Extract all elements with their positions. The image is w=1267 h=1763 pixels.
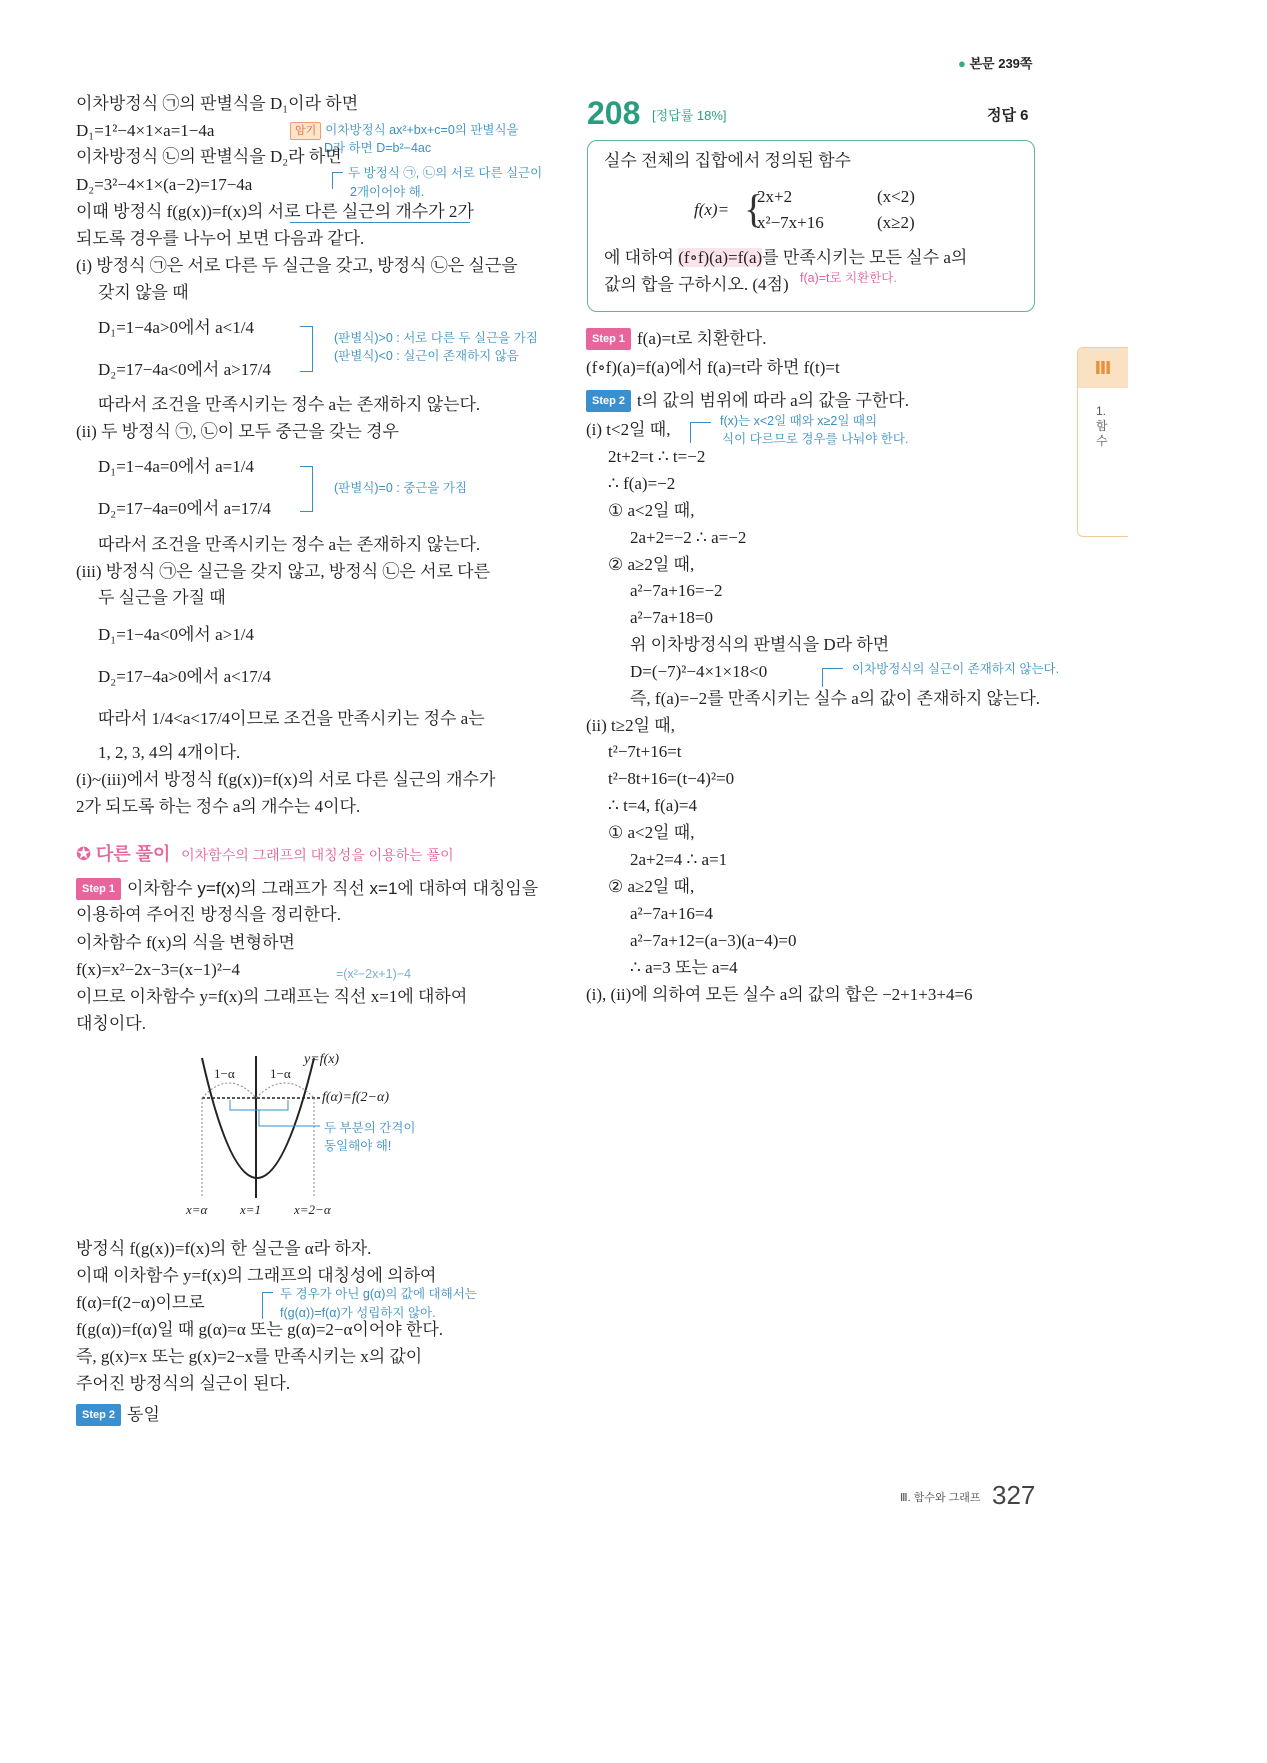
math-line: ∴ t=4, f(a)=4 xyxy=(608,796,697,815)
x-mid-label: x=1 xyxy=(240,1202,262,1217)
text-line: D₂=3²−4×1×(a−2)=17−4a xyxy=(76,175,253,194)
case-heading: (iii) 방정식 ㉠은 실근을 갖지 않고, 방정식 ㉡은 서로 다른 xyxy=(76,562,491,581)
text-line: 즉, g(x)=x 또는 g(x)=2−x를 만족시키는 x의 값이 xyxy=(76,1347,423,1366)
step2-badge: Step 2 xyxy=(76,1404,121,1426)
text-line: 따라서 1/4<a<17/4이므로 조건을 만족시키는 정수 a는 xyxy=(98,709,485,728)
two-roots-note-line2: 2개이어야 해. xyxy=(350,185,425,199)
expand-note: =(x²−2x+1)−4 xyxy=(336,967,412,981)
text-line: 주어진 방정식의 실근이 된다. xyxy=(76,1374,291,1393)
note-connector xyxy=(262,1292,273,1319)
disc-positive-note: (판별식)>0 : 서로 다른 두 실근을 가짐 xyxy=(334,331,538,345)
text-line: 이용하여 주어진 방정식을 정리한다. xyxy=(76,905,342,924)
text-line: 이차방정식 ㉠의 판별식을 D₁이라 하면 xyxy=(76,94,359,113)
text-line: 1, 2, 3, 4의 4개이다. xyxy=(98,743,241,762)
text-line: 되도록 경우를 나누어 보면 다음과 같다. xyxy=(76,229,365,248)
cond-2: (x≥2) xyxy=(877,213,915,232)
star-icon: ✪ xyxy=(76,844,92,864)
text-line: 이때 방정식 f(g(x))=f(x)의 서로 다른 실근의 개수가 2가 xyxy=(76,202,474,221)
text-line: 대칭이다. xyxy=(76,1014,146,1033)
math-line: D₁=1−4a=0에서 a=1/4 xyxy=(98,457,254,476)
sub-case: ② a≥2일 때, xyxy=(608,877,695,896)
text-line: 따라서 조건을 만족시키는 정수 a는 존재하지 않는다. xyxy=(98,395,481,414)
bracket xyxy=(300,326,313,372)
question-line: 실수 전체의 집합에서 정의된 함수 xyxy=(604,151,851,170)
text-line: 즉, f(a)=−2를 만족시키는 실수 a의 값이 존재하지 않는다. xyxy=(630,689,1041,708)
text-line: f(g(α))=f(α)일 때 g(α)=α 또는 g(α)=2−α이어야 한다. xyxy=(76,1320,444,1339)
step1-badge: Step 1 xyxy=(586,328,631,350)
gap-right-label: 1−α xyxy=(270,1066,291,1081)
math-line: D₁=1−4a<0에서 a>1/4 xyxy=(98,625,254,644)
case-heading: (i) t<2일 때, xyxy=(586,420,671,439)
math-line: (f∘f)(a)=f(a)에서 f(a)=t라 하면 f(t)=t xyxy=(586,358,840,377)
problem-number: 208 xyxy=(587,95,641,131)
gap-note: 두 부분의 간격이 xyxy=(324,1121,416,1135)
text-line: 이때 이차함수 y=f(x)의 그래프의 대칭성에 의하여 xyxy=(76,1266,437,1285)
page-number: 327 xyxy=(992,1480,1036,1510)
case-2: x²−7x+16 xyxy=(757,213,824,232)
step1-line: Step 1 f(a)=t로 치환한다. xyxy=(586,328,766,350)
no-root-note: 이차방정식의 실근이 존재하지 않는다. xyxy=(852,662,1060,676)
step2-line: Step 2 동일 xyxy=(76,1404,160,1426)
sub-case: ① a<2일 때, xyxy=(608,501,695,520)
math-line: D₁=1−4a>0에서 a<1/4 xyxy=(98,318,254,337)
math-line: D₂=17−4a=0에서 a=17/4 xyxy=(98,499,271,518)
note-connector xyxy=(822,668,843,687)
math-line: f(x)=x²−2x−3=(x−1)²−4 xyxy=(76,960,241,979)
bracket xyxy=(300,466,313,512)
math-line: t²−7t+16=t xyxy=(608,742,682,761)
math-line: a²−7a+16=−2 xyxy=(630,581,723,600)
text-line: 방정식 f(g(x))=f(x)의 한 실근을 α라 하자. xyxy=(76,1239,372,1258)
step2-line: Step 2 t의 값의 범위에 따라 a의 값을 구한다. xyxy=(586,390,909,412)
sub-case: ① a<2일 때, xyxy=(608,823,695,842)
math-line: a²−7a+16=4 xyxy=(630,904,713,923)
answer-label: 정답 6 xyxy=(987,107,1029,124)
memorize-note: 암기 이차방정식 ax²+bx+c=0의 판별식을 xyxy=(290,122,519,140)
cond-1: (x<2) xyxy=(877,187,915,206)
chapter-number: Ⅲ xyxy=(1078,348,1128,388)
text-line: (i)~(iii)에서 방정식 f(g(x))=f(x)의 서로 다른 실근의 개수가 xyxy=(76,770,496,789)
memorize-badge: 암기 xyxy=(290,122,321,140)
memorize-note-line2: D라 하면 D=b²−4ac xyxy=(324,141,432,155)
text-line: D₁=1²−4×1×a=1−4a xyxy=(76,121,215,140)
case-note-line2: 식이 다르므로 경우를 나눠야 한다. xyxy=(722,432,909,446)
math-line: D₂=17−4a>0에서 a<17/4 xyxy=(98,667,271,686)
parabola-graph xyxy=(180,1048,440,1223)
math-line: ∴ a=3 또는 a=4 xyxy=(630,958,738,977)
chapter-side-tab[interactable] xyxy=(1077,347,1128,537)
section-label: 1. 함수 xyxy=(1096,404,1108,448)
math-line: 2a+2=−2 ∴ a=−2 xyxy=(630,528,747,547)
text-line: 이차방정식 ㉡의 판별식을 D₂라 하면 xyxy=(76,147,342,166)
text-line: 이차함수 f(x)의 식을 변형하면 xyxy=(76,933,295,952)
note-connector xyxy=(332,172,343,189)
function-lhs: f(x)= xyxy=(694,200,730,219)
substitution-note: f(a)=t로 치환한다. xyxy=(800,271,897,285)
alt-solution-heading: ✪ 다른 풀이 이차함수의 그래프의 대칭성을 이용하는 풀이 xyxy=(76,844,454,864)
math-line: a²−7a+12=(a−3)(a−4)=0 xyxy=(630,931,797,950)
question-line: 에 대하여 (f∘f)(a)=f(a)를 만족시키는 모든 실수 a의 xyxy=(604,248,968,267)
question-line: 값의 합을 구하시오. (4점) xyxy=(604,275,789,294)
text-line: 이므로 이차함수 y=f(x)의 그래프는 직선 x=1에 대하여 xyxy=(76,987,468,1006)
disc-negative-note: (판별식)<0 : 실근이 존재하지 않음 xyxy=(334,349,519,363)
case-heading: (ii) t≥2일 때, xyxy=(586,716,675,735)
page-reference: ● 본문 239쪽 xyxy=(958,56,1033,71)
g-note: 두 경우가 아닌 g(α)의 값에 대해서는 xyxy=(280,1287,477,1301)
footer-chapter: Ⅲ. 함수와 그래프 xyxy=(900,1492,981,1504)
math-line: D=(−7)²−4×1×18<0 xyxy=(630,662,768,681)
g-note-line2: f(g(α))=f(α)가 성립하지 않아. xyxy=(280,1306,436,1320)
two-roots-note: 두 방정식 ㉠, ㉡의 서로 다른 실근이 xyxy=(348,166,543,180)
correct-rate: [정답률 18%] xyxy=(652,108,727,123)
x-right-label: x=2−α xyxy=(294,1202,331,1217)
step1-badge: Step 1 xyxy=(76,878,121,900)
math-line: D₂=17−4a<0에서 a>17/4 xyxy=(98,360,271,379)
text-line: Step 1 이차함수 y=f(x)의 그래프가 직선 x=1에 대하여 대칭임을 xyxy=(76,878,538,900)
brace: { xyxy=(744,186,764,231)
gap-left-label: 1−α xyxy=(214,1066,235,1081)
underline xyxy=(290,222,470,223)
conclusion-line: (i), (ii)에 의하여 모든 실수 a의 값의 합은 −2+1+3+4=6 xyxy=(586,985,973,1004)
case-heading: (ii) 두 방정식 ㉠, ㉡이 모두 중근을 갖는 경우 xyxy=(76,422,399,441)
circle-icon: ● xyxy=(958,56,966,71)
disc-zero-note: (판별식)=0 : 중근을 가짐 xyxy=(334,481,468,495)
case-1: 2x+2 xyxy=(757,187,793,206)
sub-case: ② a≥2일 때, xyxy=(608,555,695,574)
math-line: a²−7a+18=0 xyxy=(630,608,713,627)
math-line: 2a+2=4 ∴ a=1 xyxy=(630,850,728,869)
gap-bracket xyxy=(230,1100,320,1126)
gap-note-line2: 동일해야 해! xyxy=(324,1139,392,1153)
text-line: 갖지 않을 때 xyxy=(98,283,189,302)
note-connector xyxy=(690,422,711,443)
text-line: 따라서 조건을 만족시키는 정수 a는 존재하지 않는다. xyxy=(98,535,481,554)
text-line: f(α)=f(2−α)이므로 xyxy=(76,1293,205,1312)
case-heading: (i) 방정식 ㉠은 서로 다른 두 실근을 갖고, 방정식 ㉡은 실근을 xyxy=(76,256,518,275)
x-left-label: x=α xyxy=(186,1202,208,1217)
text-line: 위 이차방정식의 판별식을 D라 하면 xyxy=(630,635,890,654)
text-line: 두 실근을 가질 때 xyxy=(98,588,226,607)
step2-badge: Step 2 xyxy=(586,390,631,412)
case-note: f(x)는 x<2일 때와 x≥2일 때의 xyxy=(720,414,878,428)
curve-label: y=f(x) xyxy=(304,1052,340,1067)
text-line: 2가 되도록 하는 정수 a의 개수는 4이다. xyxy=(76,797,361,816)
level-label: f(α)=f(2−α) xyxy=(322,1090,390,1105)
math-line: ∴ f(a)=−2 xyxy=(608,474,676,493)
math-line: 2t+2=t ∴ t=−2 xyxy=(608,447,706,466)
math-line: t²−8t+16=(t−4)²=0 xyxy=(608,769,735,788)
